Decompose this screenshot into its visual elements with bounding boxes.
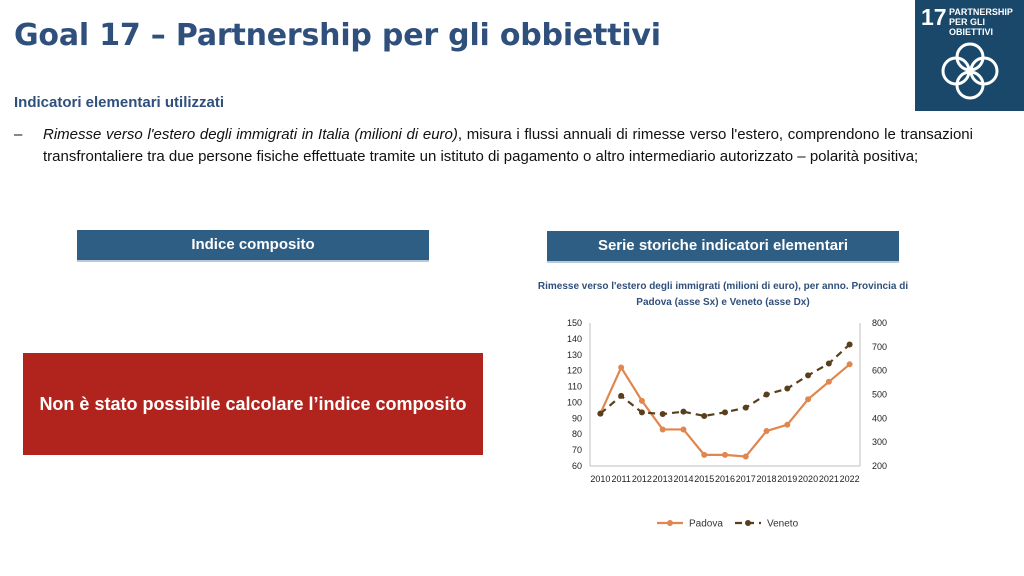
sdg-number: 17	[921, 4, 947, 30]
data-point-padova	[639, 398, 645, 404]
data-point-padova	[680, 426, 686, 432]
data-point-padova	[805, 396, 811, 402]
bullet-dash: –	[14, 126, 23, 143]
y-right-tick-label: 800	[872, 318, 888, 328]
y-left-tick-label: 140	[566, 333, 582, 344]
y-right-tick-label: 700	[872, 341, 888, 352]
legend-label-padova: Padova	[689, 518, 723, 530]
y-left-tick-label: 120	[566, 365, 582, 376]
composite-index-header: Indice composito	[77, 230, 429, 262]
indicator-text	[43, 124, 973, 168]
data-point-padova	[826, 379, 832, 385]
sdg-17-badge	[915, 0, 1024, 111]
data-point-veneto	[701, 413, 707, 419]
y-left-tick-label: 70	[571, 445, 582, 456]
y-right-tick-label: 600	[872, 365, 888, 376]
legend-label-veneto: Veneto	[767, 518, 799, 530]
y-right-tick-label: 200	[872, 461, 888, 471]
data-point-padova	[784, 422, 790, 428]
data-point-padova	[847, 361, 853, 367]
data-point-padova	[618, 364, 624, 370]
data-point-veneto	[639, 409, 645, 415]
page-title: Goal 17 – Partnership per gli obbiettivi	[14, 18, 661, 53]
composite-index-unavailable-message: Non è stato possibile calcolare l’indice composito	[23, 353, 483, 455]
data-point-veneto	[784, 386, 790, 392]
time-series-header: Serie storiche indicatori elementari	[547, 231, 899, 263]
y-left-tick-label: 110	[567, 381, 582, 392]
data-point-padova	[722, 452, 728, 458]
data-point-veneto	[597, 411, 603, 417]
sdg-label: PARTNERSHIP PER GLI OBIETTIVI	[949, 7, 1013, 37]
data-point-veneto	[660, 411, 666, 417]
y-right-tick-label: 500	[872, 389, 888, 400]
indicator-description: , misura i flussi annuali di rimesse verso l'estero, comprendono le transazioni transfrontaliere tra due persone fisiche effettuate tramite un istituto di pagamento o altro intermediario autorizzato – polarità positiva;	[43, 126, 973, 165]
legend-marker-padova	[667, 520, 673, 526]
data-point-veneto	[618, 393, 624, 399]
data-point-veneto	[680, 409, 686, 415]
x-tick-label: 2020	[798, 474, 819, 484]
data-point-padova	[764, 428, 770, 434]
series-line-veneto	[600, 344, 849, 416]
x-tick-label: 2015	[694, 474, 715, 484]
y-left-tick-label: 60	[571, 461, 582, 471]
x-tick-label: 2021	[818, 474, 839, 484]
y-left-tick-label: 100	[566, 397, 582, 408]
x-tick-label: 2019	[777, 474, 798, 484]
x-tick-label: 2018	[756, 474, 777, 484]
x-tick-label: 2012	[631, 474, 652, 484]
data-point-padova	[743, 453, 749, 459]
data-point-veneto	[826, 361, 832, 367]
y-right-tick-label: 400	[872, 413, 888, 424]
data-point-padova	[660, 426, 666, 432]
x-tick-label: 2010	[590, 474, 611, 484]
data-point-veneto	[805, 372, 811, 378]
y-right-tick-label: 300	[872, 437, 888, 448]
legend-marker-veneto	[745, 520, 751, 526]
x-tick-label: 2022	[839, 474, 860, 484]
indicator-name: Rimesse verso l'estero degli immigrati in Italia (milioni di euro)	[43, 126, 458, 143]
y-left-tick-label: 80	[571, 429, 582, 440]
data-point-veneto	[847, 341, 853, 347]
x-tick-label: 2014	[673, 474, 694, 484]
chart-title: Rimesse verso l'estero degli immigrati (milioni di euro), per anno. Provincia di Padova (asse Sx) e Veneto (asse Dx)	[537, 281, 909, 308]
remittances-line-chart	[540, 312, 920, 537]
sdg-flower-icon	[939, 40, 1001, 102]
data-point-veneto	[764, 392, 770, 398]
y-left-tick-label: 90	[571, 413, 582, 424]
x-tick-label: 2016	[714, 474, 736, 484]
x-tick-label: 2017	[735, 474, 756, 484]
data-point-veneto	[743, 405, 749, 411]
y-left-tick-label: 150	[566, 318, 582, 328]
y-left-tick-label: 130	[566, 349, 582, 360]
data-point-padova	[701, 452, 707, 458]
x-tick-label: 2011	[611, 474, 631, 484]
data-point-veneto	[722, 409, 728, 415]
section-subtitle: Indicatori elementari utilizzati	[14, 94, 225, 111]
x-tick-label: 2013	[652, 474, 673, 484]
